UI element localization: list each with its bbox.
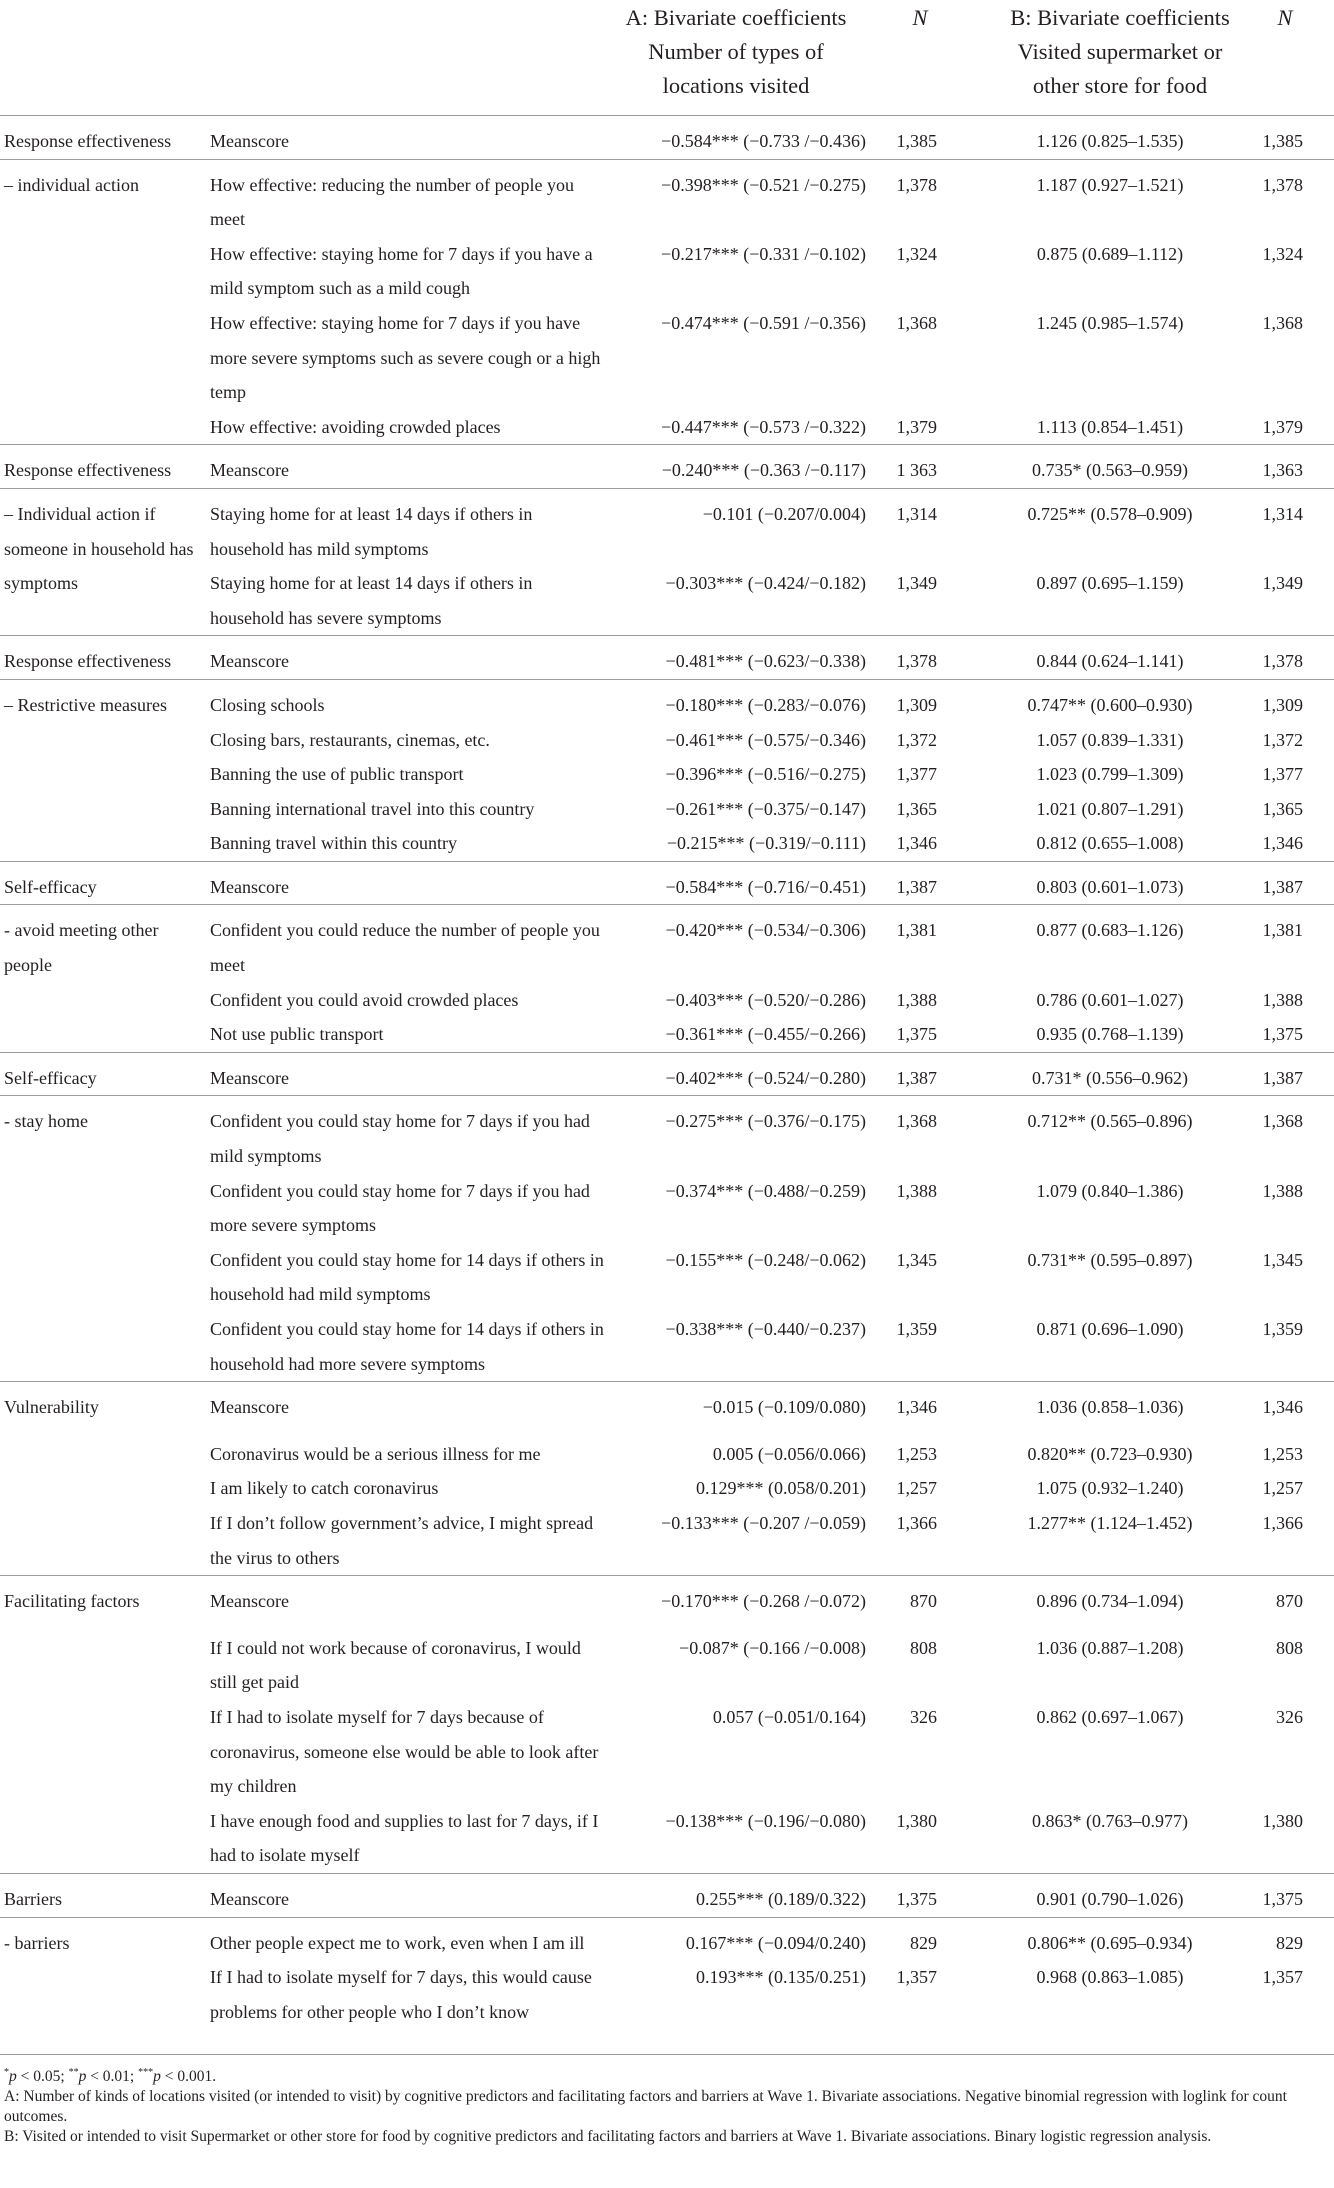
row-coef-a: −0.374*** (−0.488/−0.259)	[665, 1180, 866, 1201]
row-n-a: 326	[910, 1706, 937, 1727]
sig-p-1: p	[9, 2068, 17, 2085]
row-item: Confident you could stay home for 7 days if you had more severe symptoms	[210, 1180, 590, 1236]
table-row	[0, 1926, 1334, 1961]
row-item: Meanscore	[210, 1397, 289, 1418]
row-item: Staying home for at least 14 days if others in household has mild symptoms	[210, 503, 533, 559]
row-coef-a: 0.255*** (0.189/0.322)	[696, 1888, 866, 1909]
row-n-a: 1,378	[896, 174, 937, 195]
row-coef-b: 1.036 (0.858–1.036)	[1036, 1397, 1184, 1418]
row-item: Confident you could stay home for 14 days if others in household had mild symptoms	[210, 1249, 604, 1305]
table-row	[0, 1061, 1334, 1096]
row-coef-a: −0.584*** (−0.716/−0.451)	[665, 876, 866, 897]
row-coef-a: −0.138*** (−0.196/−0.080)	[665, 1810, 866, 1831]
row-item: Closing schools	[210, 694, 325, 715]
row-n-b: 1,363	[1262, 460, 1303, 481]
row-coef-a: −0.403*** (−0.520/−0.286)	[665, 989, 866, 1010]
sig-star-2: **	[68, 2066, 79, 2078]
row-coef-b: 0.862 (0.697–1.067)	[1036, 1706, 1184, 1727]
table-row	[0, 168, 1334, 237]
row-item: Not use public transport	[210, 1024, 384, 1045]
row-n-b: 1,346	[1262, 1397, 1303, 1418]
row-coef-a: −0.261*** (−0.375/−0.147)	[665, 798, 866, 819]
row-item: If I don’t follow government’s advice, I might spread the virus to others	[210, 1512, 594, 1568]
row-item: Staying home for at least 14 days if others in household has severe symptoms	[210, 573, 533, 628]
row-item: Banning international travel into this country	[210, 798, 535, 819]
header-col-a-line2: Number of types of	[648, 39, 824, 64]
row-n-b: 1,359	[1262, 1319, 1303, 1339]
row-n-b: 1,375	[1262, 1024, 1303, 1045]
table-row	[0, 1174, 1334, 1243]
row-n-b: 1,385	[1262, 131, 1303, 151]
sig-p-2: p	[78, 2068, 87, 2085]
row-n-a: 1,375	[896, 1888, 937, 1909]
table-row	[0, 1017, 1334, 1052]
table-group	[0, 159, 1334, 445]
row-n-a: 1,349	[896, 573, 937, 594]
row-coef-b: 0.875 (0.689–1.112)	[1036, 243, 1184, 264]
row-item: Coronavirus would be a serious illness for me	[210, 1443, 541, 1464]
row-coef-b: 0.731** (0.595–0.897)	[1027, 1249, 1193, 1270]
row-category: Response effectiveness	[4, 460, 172, 481]
row-coef-b: 1.277** (1.124–1.452)	[1027, 1512, 1193, 1533]
row-coef-a: −0.402*** (−0.524/−0.280)	[665, 1067, 866, 1088]
sig-val-1: < 0.05;	[16, 2068, 69, 2085]
row-coef-a: −0.481*** (−0.623/−0.338)	[665, 651, 866, 672]
table-row	[0, 1104, 1334, 1173]
row-coef-a: −0.101 (−0.207/0.004)	[702, 503, 866, 524]
table-row	[0, 237, 1334, 306]
header-col-a-line1: A: Bivariate coefficients	[625, 5, 847, 30]
sig-p-3: p	[153, 2068, 161, 2085]
row-n-b: 870	[1276, 1591, 1303, 1612]
row-coef-a: −0.155*** (−0.248/−0.062)	[665, 1249, 866, 1270]
sig-star-1: *	[4, 2066, 9, 2078]
row-item: If I could not work because of coronavirus, I would still get paid	[210, 1637, 581, 1693]
table-group	[0, 488, 1334, 635]
row-n-a: 1,359	[896, 1319, 937, 1339]
row-n-a: 1,365	[896, 798, 937, 819]
row-item: Confident you could avoid crowded places	[210, 989, 519, 1010]
row-category: – Individual action if someone in household has symptoms	[4, 503, 194, 594]
row-n-b: 1,375	[1262, 1888, 1303, 1909]
row-n-a: 808	[910, 1637, 937, 1658]
table-row	[0, 757, 1334, 792]
row-item: Meanscore	[210, 1591, 289, 1612]
row-coef-b: 1.079 (0.840–1.386)	[1036, 1180, 1184, 1201]
table-group	[0, 861, 1334, 905]
row-coef-a: −0.338*** (−0.440/−0.237)	[665, 1319, 866, 1339]
row-coef-a: −0.420*** (−0.534/−0.306)	[665, 920, 866, 941]
row-item: How effective: reducing the number of people you meet	[210, 174, 575, 230]
row-n-a: 1,314	[896, 503, 937, 524]
row-coef-a: 0.167*** (−0.094/0.240)	[685, 1932, 866, 1953]
row-coef-a: −0.170*** (−0.268 /−0.072)	[661, 1591, 866, 1612]
table-group	[0, 115, 1334, 159]
row-n-b: 808	[1276, 1637, 1303, 1658]
table-group	[0, 1917, 1334, 2030]
row-item: Meanscore	[210, 460, 289, 481]
row-n-a: 1,379	[896, 416, 937, 437]
table-header	[0, 0, 1334, 115]
table-row	[0, 983, 1334, 1018]
row-category: - stay home	[4, 1111, 88, 1132]
row-n-b: 1,378	[1262, 651, 1303, 672]
row-coef-b: 0.877 (0.683–1.126)	[1036, 920, 1184, 941]
row-n-a: 870	[910, 1591, 937, 1612]
row-coef-a: −0.217*** (−0.331 /−0.102)	[661, 243, 866, 264]
row-coef-b: 0.820** (0.723–0.930)	[1027, 1443, 1193, 1464]
row-coef-b: 0.806** (0.695–0.934)	[1027, 1932, 1193, 1953]
row-coef-a: 0.193*** (0.135/0.251)	[696, 1967, 866, 1988]
row-coef-b: 0.812 (0.655–1.008)	[1036, 833, 1184, 854]
row-coef-a: −0.240*** (−0.363 /−0.117)	[661, 460, 866, 481]
row-n-a: 1,257	[896, 1478, 937, 1499]
row-coef-b: 1.113 (0.854–1.451)	[1036, 416, 1184, 437]
table-group	[0, 635, 1334, 679]
row-coef-b: 1.126 (0.825–1.535)	[1036, 131, 1184, 151]
footnote-b: B: Visited or intended to visit Supermarket or other store for food by cognitive predictors and facilitating factors and barriers at Wave 1. Bivariate associations. Binary logistic regression analysis.	[4, 2128, 1212, 2145]
table-row	[0, 913, 1334, 982]
row-category: – Restrictive measures	[4, 694, 167, 715]
row-n-b: 1,379	[1262, 416, 1303, 437]
row-coef-b: 0.968 (0.863–1.085)	[1036, 1967, 1184, 1988]
row-item: Closing bars, restaurants, cinemas, etc.	[210, 729, 490, 750]
row-item: Other people expect me to work, even when I am ill	[210, 1932, 585, 1953]
row-category: - barriers	[4, 1932, 70, 1953]
row-coef-a: 0.057 (−0.051/0.164)	[712, 1706, 866, 1727]
row-item: How effective: staying home for 7 days if you have a mild symptom such as a mild cough	[210, 243, 593, 299]
row-n-b: 1,387	[1262, 1067, 1303, 1088]
row-n-b: 1,368	[1262, 312, 1303, 333]
row-coef-b: 1.023 (0.799–1.309)	[1036, 764, 1184, 785]
row-n-a: 1,345	[896, 1249, 937, 1270]
row-n-b: 1,380	[1262, 1810, 1303, 1831]
table-row	[0, 1960, 1334, 2029]
row-item: Meanscore	[210, 876, 289, 897]
table-footnotes	[0, 2054, 1334, 2147]
table-row	[0, 124, 1334, 159]
row-coef-b: 0.735* (0.563–0.959)	[1032, 460, 1188, 481]
sig-star-3: ***	[138, 2066, 154, 2078]
row-n-b: 1,378	[1262, 174, 1303, 195]
row-n-b: 829	[1276, 1932, 1303, 1953]
row-n-a: 1,388	[896, 1180, 937, 1201]
row-coef-a: −0.133*** (−0.207 /−0.059)	[661, 1512, 866, 1533]
table-group	[0, 1052, 1334, 1096]
row-item: Banning travel within this country	[210, 833, 457, 854]
row-coef-b: 0.844 (0.624–1.141)	[1036, 651, 1184, 672]
row-n-a: 1,309	[896, 694, 937, 715]
row-item: Confident you could reduce the number of people you meet	[210, 920, 600, 976]
row-item: Banning the use of public transport	[210, 764, 464, 785]
row-coef-a: −0.215*** (−0.319/−0.111)	[666, 833, 866, 854]
table-row	[0, 306, 1334, 410]
header-n1: N	[912, 5, 928, 30]
row-coef-a: −0.015 (−0.109/0.080)	[702, 1397, 866, 1418]
row-coef-a: 0.005 (−0.056/0.066)	[712, 1443, 866, 1464]
table-group	[0, 1575, 1334, 1873]
row-coef-a: −0.180*** (−0.283/−0.076)	[665, 694, 866, 715]
table-row	[0, 1506, 1334, 1575]
row-item: Meanscore	[210, 1888, 289, 1909]
table-row	[0, 1437, 1334, 1472]
footnote-a: A: Number of kinds of locations visited (or intended to visit) by cognitive predictors and facilitating factors and barriers at Wave 1. Bivariate associations. Negative binomial regression with loglink for count outcomes.	[4, 2088, 1287, 2125]
table-row	[0, 826, 1334, 861]
row-category: Barriers	[4, 1888, 62, 1909]
row-n-b: 1,346	[1262, 833, 1303, 854]
row-n-a: 1,368	[896, 1111, 937, 1132]
row-coef-b: 1.245 (0.985–1.574)	[1036, 312, 1184, 333]
row-n-a: 1,387	[896, 1067, 937, 1088]
table-row	[0, 1631, 1334, 1700]
header-col-b-line3: other store for food	[1032, 73, 1208, 98]
row-item: Confident you could stay home for 7 days if you had mild symptoms	[210, 1111, 590, 1167]
header-col-b	[960, 1, 1280, 103]
row-category: – individual action	[4, 174, 139, 195]
row-coef-b: 1.075 (0.932–1.240)	[1036, 1478, 1184, 1499]
table-row	[0, 1471, 1334, 1506]
row-n-a: 1,366	[896, 1512, 937, 1533]
table-row	[0, 566, 1334, 635]
row-n-a: 1 363	[896, 460, 937, 481]
row-coef-a: −0.275*** (−0.376/−0.175)	[665, 1111, 866, 1132]
header-col-a	[576, 1, 896, 103]
row-coef-b: 0.897 (0.695–1.159)	[1036, 573, 1184, 594]
header-col-b-line2: Visited supermarket or	[1017, 39, 1223, 64]
row-coef-b: 0.731* (0.556–0.962)	[1032, 1067, 1188, 1088]
row-coef-b: 1.036 (0.887–1.208)	[1036, 1637, 1184, 1658]
table-body	[0, 115, 1334, 2029]
row-item: If I had to isolate myself for 7 days, this would cause problems for other people who I don’t know	[210, 1967, 592, 2022]
row-n-a: 1,368	[896, 312, 937, 333]
row-n-a: 1,346	[896, 833, 937, 854]
table-row	[0, 870, 1334, 905]
row-n-a: 1,381	[896, 920, 937, 941]
row-coef-b: 0.803 (0.601–1.073)	[1036, 876, 1184, 897]
row-coef-a: −0.303*** (−0.424/−0.182)	[665, 573, 866, 594]
row-category: Self-efficacy	[4, 1067, 97, 1088]
row-n-a: 1,387	[896, 876, 937, 897]
row-item: Meanscore	[210, 131, 289, 151]
row-coef-b: 1.021 (0.807–1.291)	[1036, 798, 1184, 819]
table-row	[0, 1390, 1334, 1425]
table-group	[0, 679, 1334, 861]
row-n-b: 1,388	[1262, 989, 1303, 1010]
row-coef-b: 0.901 (0.790–1.026)	[1036, 1888, 1184, 1909]
row-coef-b: 0.725** (0.578–0.909)	[1027, 503, 1193, 524]
row-item: If I had to isolate myself for 7 days because of coronavirus, someone else would be able to look after my children	[210, 1706, 599, 1797]
table-row	[0, 453, 1334, 488]
table-group	[0, 1873, 1334, 1917]
row-coef-b: 1.057 (0.839–1.331)	[1036, 729, 1184, 750]
row-n-b: 1,388	[1262, 1180, 1303, 1201]
row-n-b: 1,253	[1262, 1443, 1303, 1464]
row-coef-a: −0.361*** (−0.455/−0.266)	[665, 1024, 866, 1045]
row-n-a: 829	[910, 1932, 937, 1953]
row-n-b: 1,377	[1262, 764, 1303, 785]
table-row	[0, 1243, 1334, 1312]
row-coef-b: 1.187 (0.927–1.521)	[1036, 174, 1184, 195]
row-item: How effective: staying home for 7 days if you have more severe symptoms such as severe cough or a high temp	[210, 312, 601, 403]
row-n-a: 1,385	[896, 131, 937, 151]
row-coef-b: 0.747** (0.600–0.930)	[1027, 694, 1193, 715]
row-coef-b: 0.863* (0.763–0.977)	[1032, 1810, 1188, 1831]
row-coef-a: −0.447*** (−0.573 /−0.322)	[661, 416, 866, 437]
row-n-b: 1,345	[1262, 1249, 1303, 1270]
row-item: I am likely to catch coronavirus	[210, 1478, 439, 1499]
row-n-b: 1,324	[1262, 243, 1303, 264]
sig-val-2: < 0.01;	[86, 2068, 139, 2085]
row-n-a: 1,346	[896, 1397, 937, 1418]
row-coef-a: −0.474*** (−0.591 /−0.356)	[661, 312, 866, 333]
row-n-a: 1,357	[896, 1967, 937, 1988]
row-coef-b: 0.786 (0.601–1.027)	[1036, 989, 1184, 1010]
row-n-a: 1,375	[896, 1024, 937, 1045]
row-coef-b: 0.871 (0.696–1.090)	[1036, 1319, 1184, 1339]
row-item: Confident you could stay home for 14 days if others in household had more severe symptoms	[210, 1319, 604, 1374]
row-coef-b: 0.712** (0.565–0.896)	[1027, 1111, 1193, 1132]
row-category: Self-efficacy	[4, 876, 97, 897]
row-coef-a: −0.398*** (−0.521 /−0.275)	[661, 174, 866, 195]
row-item: I have enough food and supplies to last for 7 days, if I had to isolate myself	[210, 1810, 599, 1866]
row-n-b: 1,372	[1262, 729, 1303, 750]
row-n-b: 326	[1276, 1706, 1303, 1727]
row-category: Facilitating factors	[4, 1591, 140, 1612]
row-n-b: 1,357	[1262, 1967, 1303, 1988]
row-n-a: 1,377	[896, 764, 937, 785]
table-group	[0, 904, 1334, 1051]
table-row	[0, 792, 1334, 827]
row-item: Meanscore	[210, 1067, 289, 1088]
footnote-significance	[0, 2067, 1334, 2087]
row-n-a: 1,378	[896, 651, 937, 672]
table-row	[0, 1804, 1334, 1873]
table-group	[0, 1095, 1334, 1381]
row-item: How effective: avoiding crowded places	[210, 416, 501, 437]
row-n-b: 1,314	[1262, 503, 1303, 524]
table-row	[0, 1584, 1334, 1619]
table-row	[0, 644, 1334, 679]
row-category: - avoid meeting other people	[4, 920, 159, 976]
row-category: Vulnerability	[4, 1397, 99, 1418]
row-n-a: 1,388	[896, 989, 937, 1010]
row-n-b: 1,365	[1262, 798, 1303, 819]
row-category: Response effectiveness	[4, 651, 172, 672]
header-col-a-line3: locations visited	[662, 73, 810, 98]
row-n-a: 1,253	[896, 1443, 937, 1464]
row-n-b: 1,349	[1262, 573, 1303, 594]
table-row	[0, 410, 1334, 445]
row-coef-a: −0.461*** (−0.575/−0.346)	[665, 729, 866, 750]
row-n-a: 1,372	[896, 729, 937, 750]
row-n-b: 1,366	[1262, 1512, 1303, 1533]
header-col-b-line1: B: Bivariate coefficients	[1010, 5, 1230, 30]
row-n-a: 1,380	[896, 1810, 937, 1831]
row-coef-b: 0.896 (0.734–1.094)	[1036, 1591, 1184, 1612]
table-group	[0, 1381, 1334, 1575]
table-row	[0, 688, 1334, 723]
row-n-b: 1,387	[1262, 876, 1303, 897]
row-coef-a: −0.396*** (−0.516/−0.275)	[665, 764, 866, 785]
row-n-b: 1,257	[1262, 1478, 1303, 1499]
row-category: Response effectiveness	[4, 131, 172, 151]
row-n-b: 1,368	[1262, 1111, 1303, 1132]
table-group	[0, 444, 1334, 488]
table-row	[0, 1312, 1334, 1381]
row-coef-a: −0.584*** (−0.733 /−0.436)	[661, 131, 866, 151]
row-coef-a: −0.087* (−0.166 /−0.008)	[679, 1637, 866, 1658]
sig-val-3: < 0.001.	[160, 2068, 217, 2085]
row-coef-a: 0.129*** (0.058/0.201)	[696, 1478, 866, 1499]
row-item: Meanscore	[210, 651, 289, 672]
row-n-b: 1,309	[1262, 694, 1303, 715]
row-coef-b: 0.935 (0.768–1.139)	[1036, 1024, 1184, 1045]
row-n-b: 1,381	[1262, 920, 1303, 941]
row-n-a: 1,324	[896, 243, 937, 264]
table-row	[0, 1700, 1334, 1804]
table-row	[0, 1882, 1334, 1917]
header-n2: N	[1277, 5, 1293, 30]
table-row	[0, 723, 1334, 758]
